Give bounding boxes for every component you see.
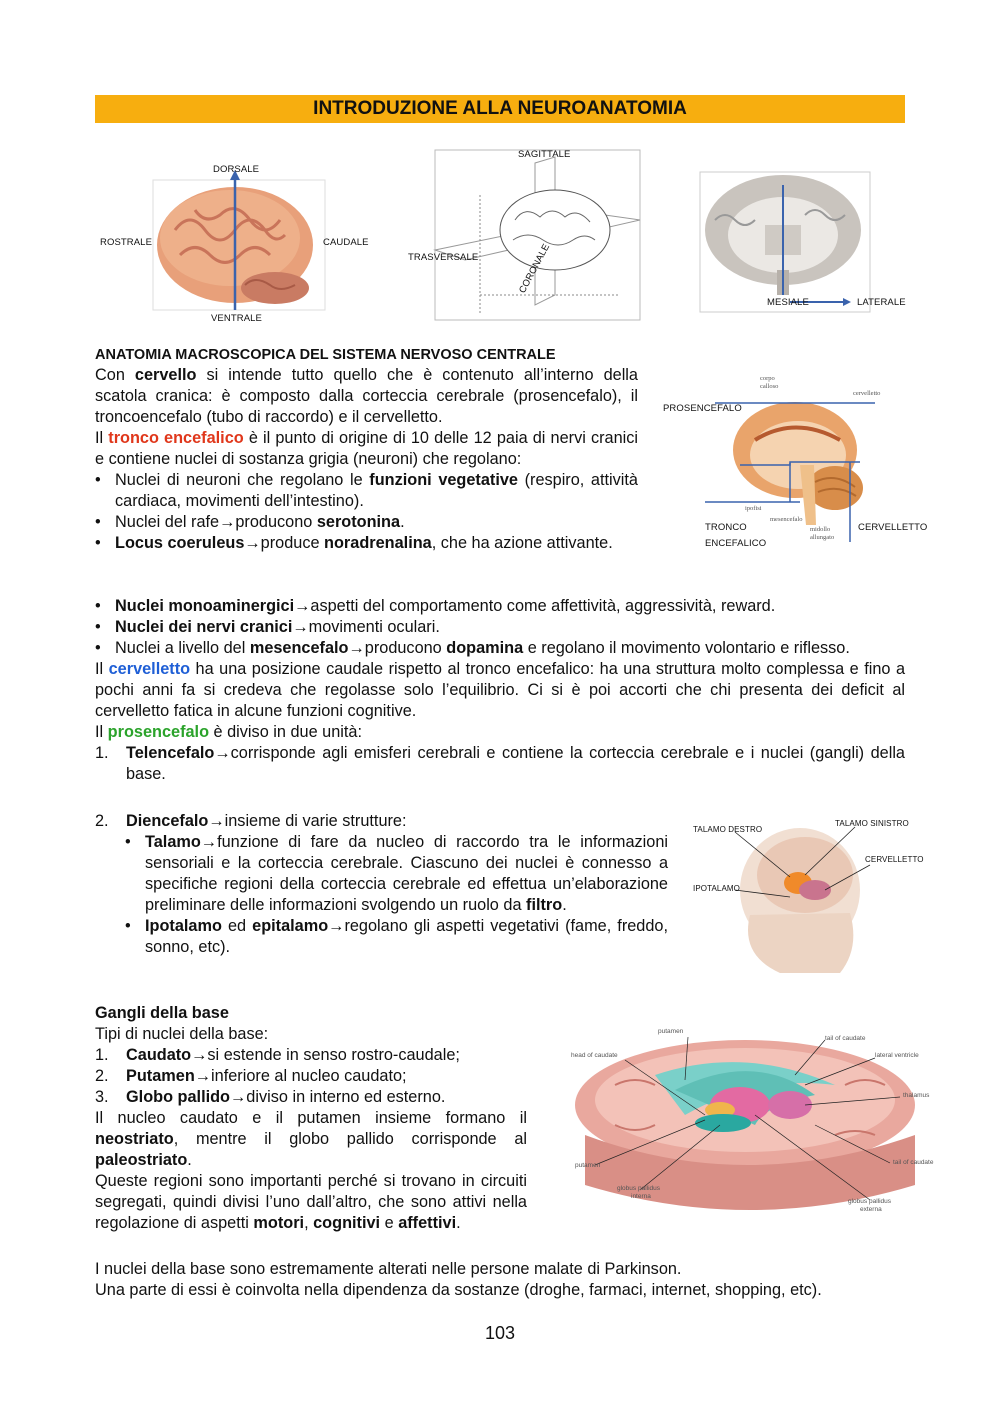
label-putamen-left: putamen: [575, 1162, 601, 1169]
label-gp-externa-2: externa: [860, 1206, 882, 1213]
label-thalamus: thalamus: [903, 1092, 930, 1099]
label-dorsale: DORSALE: [213, 164, 260, 175]
label-ventrale: VENTRALE: [211, 313, 262, 324]
bullet-talamo: • Talamo→funzione di fare da nucleo di raccordo tra le informazioni sensoriali e la corteccia cerebrale. Ciascuno dei nuclei è connesso a specifiche regioni della corteccia cerebrale ed effettua un’elaborazione preliminare delle informazioni svolgendo un ruolo da filtro.: [125, 832, 668, 916]
item-telencefalo: 1. Telencefalo→corrisponde agli emisferi cerebrali e contiene la corteccia cerebrale e i nuclei (gangli) della base.: [95, 744, 905, 783]
section-heading-anatomia: ANATOMIA MACROSCOPICA DEL SISTEMA NERVOSO CENTRALE: [95, 347, 556, 363]
label-cervelletto-small: cervelletto: [853, 390, 881, 397]
section-anatomia-text-wide: [95, 596, 905, 785]
label-laterale: LATERALE: [857, 297, 906, 308]
label-tail-top: tail of caudate: [825, 1035, 866, 1042]
coronal-section-illustration: [695, 170, 910, 315]
label-gp-interna-1: globus pallidus: [617, 1185, 661, 1192]
label-lateral-ventricle: lateral ventricle: [875, 1052, 919, 1059]
bullet-monoaminergici: • Nuclei monoaminergici→aspetti del comportamento come affettività, aggressività, reward.: [95, 596, 905, 617]
label-caudale: CAUDALE: [323, 237, 369, 248]
paragraph-neostriato: Il nucleo caudato e il putamen insieme formano il neostriato, mentre il globo pallido corrisponde al paleostriato.: [95, 1109, 527, 1169]
paragraph-prosencefalo: Il prosencefalo è diviso in due unità:: [95, 723, 362, 741]
label-tronco: TRONCO: [705, 522, 747, 533]
label-rostrale: ROSTRALE: [100, 237, 153, 248]
bullet-nervi-cranici: • Nuclei dei nervi cranici→movimenti oculari.: [95, 617, 905, 638]
section-anatomia-text: [95, 365, 638, 554]
label-putamen-top: putamen: [658, 1028, 684, 1035]
label-cervelletto-fig5: CERVELLETTO: [865, 855, 924, 864]
label-ipotalamo: IPOTALAMO: [693, 884, 740, 893]
label-midollo: midollo: [810, 526, 831, 533]
paragraph-parkinson: I nuclei della base sono estremamente alterati nelle persone malate di Parkinson.: [95, 1260, 682, 1278]
paragraph-dipendenza: Una parte di essi è coinvolta nella dipendenza da sostanze (droghe, farmaci, internet, shopping, etc).: [95, 1281, 822, 1299]
page-number: 103: [484, 1323, 516, 1343]
paragraph-tronco: Il tronco encefalico è il punto di origine di 10 delle 12 paia di nervi cranici e contiene nuclei di sostanza grigia (neuroni) che regolano:: [95, 429, 639, 468]
label-ipofisi: ipofisi: [745, 505, 762, 512]
label-mesencefalo: mesencefalo: [770, 516, 803, 523]
figure-basal-ganglia: [555, 1025, 940, 1215]
label-allungato: allungato: [810, 534, 835, 541]
paragraph-circuiti: Queste regioni sono importanti perché si trovano in circuiti segregati, quindi divisi l’uno dall’altro, che sono attivi nella regolazione di aspetti motori, cognitivi e affettivi.: [95, 1172, 527, 1232]
figure-brain-axes: [95, 160, 395, 330]
label-corpo: corpo: [760, 375, 775, 382]
head-thalamus-illustration: [690, 815, 920, 975]
label-tail-bottom: tail of caudate: [893, 1159, 934, 1166]
section-diencefalo: [95, 811, 668, 958]
label-sagittale: SAGITTALE: [518, 149, 571, 160]
figure-head-thalamus: [690, 815, 924, 975]
label-head-caudate: head of caudate: [571, 1052, 618, 1059]
section-gangli: [95, 1003, 527, 1234]
label-gp-externa-1: globus pallidus: [848, 1198, 892, 1205]
label-encefalico: ENCEFALICO: [705, 538, 767, 549]
label-calloso: calloso: [760, 383, 779, 390]
section-gangli-wide: [95, 1259, 905, 1301]
label-prosencefalo: PROSENCEFALO: [663, 403, 742, 414]
section-heading-gangli: Gangli della base: [95, 1004, 229, 1022]
bullet-funzioni-vegetative: • Nuclei di neuroni che regolano le funzioni vegetative (respiro, attività cardiaca, movimenti dell’intestino).: [95, 470, 638, 512]
page-title: INTRODUZIONE ALLA NEUROANATOMIA: [95, 95, 905, 123]
bullet-ipotalamo: • Ipotalamo ed epitalamo→regolano gli aspetti vegetativi (fame, freddo, sonno, etc).: [125, 916, 668, 958]
label-talamo-sinistro: TALAMO SINISTRO: [835, 819, 909, 828]
item-caudato: 1. Caudato→si estende in senso rostro-caudale;: [95, 1046, 460, 1064]
brain-planes-illustration: [405, 145, 645, 330]
paragraph-cervello: Con cervello si intende tutto quello che è contenuto all’interno della scatola cranica: è composto dalla corteccia cerebrale (prosencefalo), il troncoencefalo (tubo di raccordo) e il cervelletto.: [95, 366, 638, 426]
bullet-mesencefalo: • Nuclei a livello del mesencefalo→producono dopamina e regolano il movimento volontario e riflesso.: [95, 638, 905, 659]
item-globo-pallido: 3. Globo pallido→diviso in interno ed esterno.: [95, 1088, 446, 1106]
bullet-rafe: • Nuclei del rafe→producono serotonina.: [95, 512, 638, 533]
figure-sagittal-brain: [660, 370, 935, 555]
figure-coronal-section: [695, 170, 910, 315]
label-coronale: CORONALE: [517, 242, 553, 296]
item-diencefalo: 2. Diencefalo→insieme di varie strutture:: [95, 812, 407, 830]
label-gp-interna-2: interna: [631, 1193, 651, 1200]
label-talamo-destro: TALAMO DESTRO: [693, 825, 763, 834]
bullet-locus-coeruleus: • Locus coeruleus→produce noradrenalina, che ha azione attivante.: [95, 533, 638, 554]
label-trasversale: TRASVERSALE: [408, 252, 479, 263]
item-putamen: 2. Putamen→inferiore al nucleo caudato;: [95, 1067, 407, 1085]
label-cervelletto: CERVELLETTO: [858, 522, 928, 533]
paragraph-cervelletto: Il cervelletto ha una posizione caudale rispetto al tronco encefalico: ha una struttura molto complessa e fino a pochi anni fa si credeva che regolasse solo l’equilibrio. Ci si è poi accorti che chi presenta dei deficit al cervelletto fatica in alcune funzioni cognitive.: [95, 660, 905, 720]
label-mesiale: MESIALE: [767, 297, 809, 308]
figure-brain-planes: [405, 145, 645, 330]
gangli-intro: Tipi di nuclei della base:: [95, 1025, 269, 1043]
